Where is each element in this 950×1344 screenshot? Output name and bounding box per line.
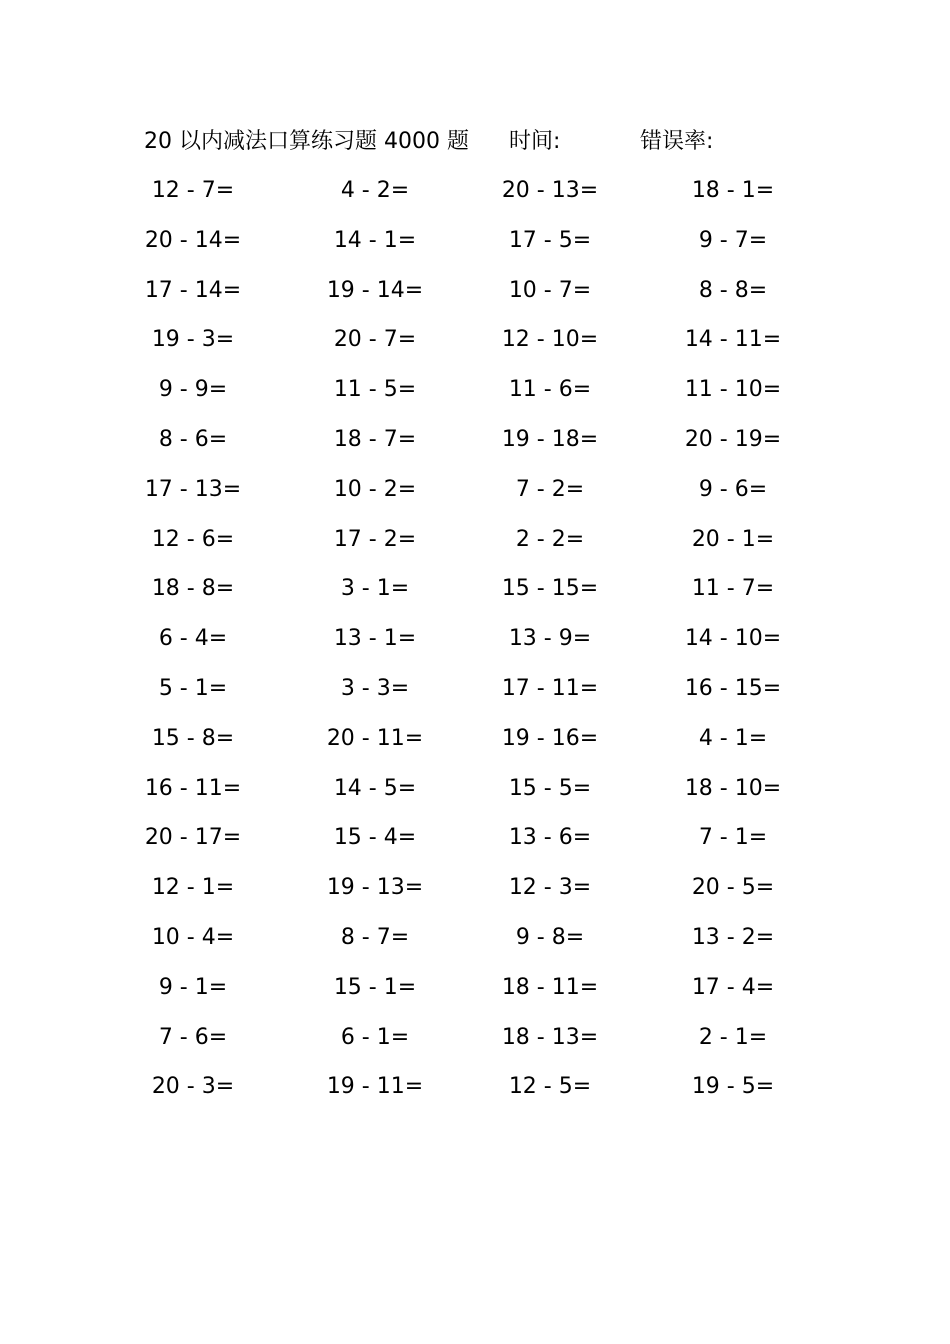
subtraction-problem: 18 - 10= (684, 775, 782, 801)
problem-row (0, 1068, 950, 1118)
subtraction-problem: 17 - 2= (333, 526, 417, 552)
subtraction-problem: 11 - 10= (684, 377, 782, 403)
time-label: 时间: (509, 129, 561, 154)
subtraction-problem: 8 - 6= (158, 426, 228, 452)
problem-row (0, 570, 950, 620)
subtraction-problem: 15 - 1= (333, 974, 417, 1000)
subtraction-problem: 20 - 3= (151, 1074, 235, 1100)
subtraction-problem: 7 - 2= (515, 476, 585, 502)
subtraction-problem: 6 - 4= (158, 626, 228, 652)
subtraction-problem: 19 - 11= (326, 1074, 424, 1100)
subtraction-problem: 2 - 2= (515, 526, 585, 552)
subtraction-problem: 15 - 8= (151, 725, 235, 751)
subtraction-problem: 5 - 1= (158, 675, 228, 701)
problem-row (0, 521, 950, 571)
subtraction-problem: 17 - 14= (144, 277, 242, 303)
problem-row (0, 869, 950, 919)
problem-grid (0, 172, 950, 1118)
subtraction-problem: 15 - 5= (508, 775, 592, 801)
subtraction-problem: 15 - 15= (501, 576, 599, 602)
subtraction-problem: 12 - 10= (501, 327, 599, 353)
subtraction-problem: 20 - 11= (326, 725, 424, 751)
subtraction-problem: 16 - 15= (684, 675, 782, 701)
problem-row (0, 670, 950, 720)
worksheet-title: 20 以内减法口算练习题 4000 题 (144, 129, 469, 154)
subtraction-problem: 10 - 4= (151, 924, 235, 950)
subtraction-problem: 20 - 19= (684, 426, 782, 452)
subtraction-problem: 11 - 6= (508, 377, 592, 403)
subtraction-problem: 17 - 4= (691, 974, 775, 1000)
error-rate-label: 错误率: (640, 129, 714, 154)
subtraction-problem: 8 - 7= (340, 924, 410, 950)
subtraction-problem: 19 - 13= (326, 875, 424, 901)
subtraction-problem: 2 - 1= (698, 1024, 768, 1050)
subtraction-problem: 20 - 1= (691, 526, 775, 552)
subtraction-problem: 14 - 5= (333, 775, 417, 801)
subtraction-problem: 6 - 1= (340, 1024, 410, 1050)
subtraction-problem: 7 - 1= (698, 825, 768, 851)
subtraction-problem: 11 - 5= (333, 377, 417, 403)
subtraction-problem: 20 - 13= (501, 178, 599, 203)
problem-row (0, 770, 950, 820)
subtraction-problem: 17 - 11= (501, 675, 599, 701)
subtraction-problem: 19 - 18= (501, 426, 599, 452)
subtraction-problem: 18 - 7= (333, 426, 417, 452)
problem-row (0, 272, 950, 322)
worksheet-header (0, 124, 950, 160)
subtraction-problem: 10 - 2= (333, 476, 417, 502)
subtraction-problem: 15 - 4= (333, 825, 417, 851)
subtraction-problem: 10 - 7= (508, 277, 592, 303)
subtraction-problem: 7 - 6= (158, 1024, 228, 1050)
problem-row (0, 172, 950, 222)
subtraction-problem: 9 - 9= (158, 377, 228, 403)
problem-row (0, 819, 950, 869)
problem-row (0, 1019, 950, 1069)
problem-row (0, 919, 950, 969)
subtraction-problem: 4 - 2= (340, 178, 410, 203)
problem-row (0, 969, 950, 1019)
problem-row (0, 421, 950, 471)
subtraction-problem: 14 - 10= (684, 626, 782, 652)
subtraction-problem: 9 - 7= (698, 227, 768, 253)
subtraction-problem: 9 - 8= (515, 924, 585, 950)
subtraction-problem: 20 - 7= (333, 327, 417, 353)
problem-row (0, 720, 950, 770)
problem-row (0, 321, 950, 371)
subtraction-problem: 13 - 9= (508, 626, 592, 652)
subtraction-problem: 18 - 13= (501, 1024, 599, 1050)
subtraction-problem: 18 - 8= (151, 576, 235, 602)
subtraction-problem: 11 - 7= (691, 576, 775, 602)
problem-row (0, 371, 950, 421)
subtraction-problem: 19 - 3= (151, 327, 235, 353)
subtraction-problem: 20 - 17= (144, 825, 242, 851)
subtraction-problem: 12 - 3= (508, 875, 592, 901)
problem-row (0, 471, 950, 521)
subtraction-problem: 20 - 5= (691, 875, 775, 901)
subtraction-problem: 9 - 6= (698, 476, 768, 502)
subtraction-problem: 19 - 16= (501, 725, 599, 751)
subtraction-problem: 4 - 1= (698, 725, 768, 751)
subtraction-problem: 16 - 11= (144, 775, 242, 801)
subtraction-problem: 12 - 7= (151, 178, 235, 203)
subtraction-problem: 17 - 13= (144, 476, 242, 502)
subtraction-problem: 13 - 1= (333, 626, 417, 652)
problem-row (0, 222, 950, 272)
subtraction-problem: 12 - 1= (151, 875, 235, 901)
subtraction-problem: 19 - 5= (691, 1074, 775, 1100)
subtraction-problem: 3 - 3= (340, 675, 410, 701)
subtraction-problem: 14 - 1= (333, 227, 417, 253)
subtraction-problem: 18 - 11= (501, 974, 599, 1000)
subtraction-problem: 20 - 14= (144, 227, 242, 253)
subtraction-problem: 12 - 6= (151, 526, 235, 552)
subtraction-problem: 8 - 8= (698, 277, 768, 303)
subtraction-problem: 13 - 2= (691, 924, 775, 950)
subtraction-problem: 12 - 5= (508, 1074, 592, 1100)
problem-row (0, 620, 950, 670)
subtraction-problem: 17 - 5= (508, 227, 592, 253)
subtraction-problem: 9 - 1= (158, 974, 228, 1000)
subtraction-problem: 3 - 1= (340, 576, 410, 602)
subtraction-problem: 18 - 1= (691, 178, 775, 203)
subtraction-problem: 14 - 11= (684, 327, 782, 353)
subtraction-problem: 19 - 14= (326, 277, 424, 303)
subtraction-problem: 13 - 6= (508, 825, 592, 851)
